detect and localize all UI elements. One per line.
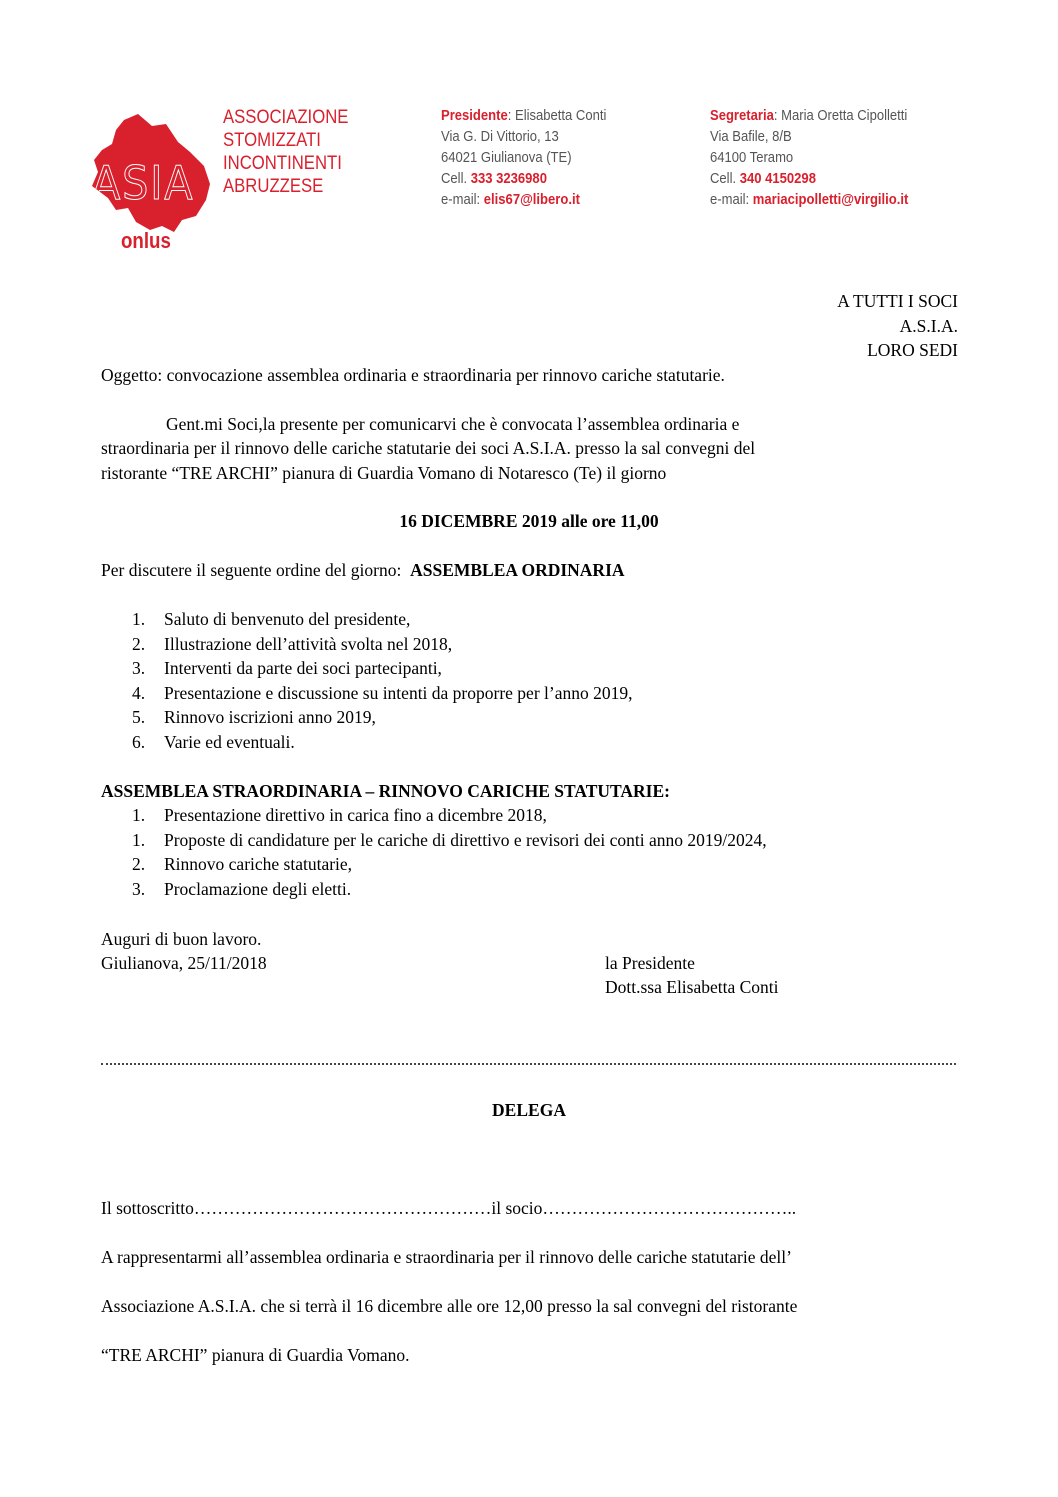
dotted-separator: [101, 1053, 956, 1065]
recipient-line: LORO SEDI: [867, 340, 958, 360]
list-item: 1. Presentazione direttivo in carica fino a dicembre 2018,: [132, 805, 547, 825]
list-item: 5. Rinnovo iscrizioni anno 2019,: [132, 707, 376, 727]
segretaria-name: : Maria Oretta Cipolletti: [773, 108, 908, 124]
org-name-line: ABRUZZESE: [223, 176, 324, 197]
segretaria-address1: Via Bafile, 8/B: [710, 129, 792, 145]
list-item: 3. Proclamazione degli eletti.: [132, 878, 352, 899]
presidente-address2: 64021 Giulianova (TE): [441, 150, 572, 166]
segretaria-address2: 64100 Teramo: [710, 150, 794, 166]
intro-line-1: Gent.mi Soci,la presente per comunicarvi che è convocata l’assemblea ordinaria e: [166, 414, 740, 434]
org-name-line: INCONTINENTI: [223, 153, 342, 174]
recipient-line: A TUTTI I SOCI: [837, 291, 958, 311]
presidente-cell: 333 3236980: [470, 171, 547, 187]
segretaria-email[interactable]: mariacipolletti@virgilio.it: [752, 192, 909, 208]
presidente-cell-label: Cell.: [441, 171, 471, 187]
segretaria-cell: 340 4150298: [739, 171, 816, 187]
delega-line-3: Associazione A.S.I.A. che si terrà il 16 dicembre alle ore 12,00 presso la sal convegni del ristorante: [101, 1296, 798, 1316]
recipients-block: [837, 289, 958, 363]
presidente-email-label: e-mail:: [441, 192, 484, 208]
org-name-line: ASSOCIAZIONE: [223, 107, 349, 128]
delega-line-4: “TRE ARCHI” pianura di Guardia Vomano.: [101, 1345, 410, 1365]
subject-line: Oggetto: convocazione assemblea ordinaria e straordinaria per rinnovo cariche statutarie.: [101, 365, 725, 385]
logo-text: ASIA: [92, 156, 195, 210]
segretaria-contact: [710, 106, 908, 211]
agenda-intro-text: Per discutere il seguente ordine del giorno:: [101, 560, 402, 580]
ordinaria-title: ASSEMBLEA ORDINARIA: [410, 560, 625, 580]
organization-name: [223, 106, 348, 198]
org-name-line: STOMIZZATI: [223, 130, 321, 151]
closing-greeting: Auguri di buon lavoro.: [101, 929, 262, 949]
list-item: 4. Presentazione e discussione su intenti da proporre per l’anno 2019,: [132, 682, 633, 703]
recipient-line: A.S.I.A.: [899, 315, 958, 336]
segretaria-email-label: e-mail:: [710, 192, 753, 208]
onlus-label: onlus: [121, 228, 171, 253]
place-date: Giulianova, 25/11/2018: [101, 953, 267, 973]
delega-line-2: A rappresentarmi all’assemblea ordinaria e straordinaria per il rinnovo delle cariche statutarie dell’: [101, 1247, 792, 1267]
straordinaria-title: ASSEMBLEA STRAORDINARIA – RINNOVO CARICHE STATUTARIE:: [101, 781, 670, 801]
list-item: 3. Interventi da parte dei soci partecipanti,: [132, 658, 442, 678]
presidente-role: Presidente: [441, 108, 508, 124]
list-item: 1. Saluto di benvenuto del presidente,: [132, 609, 411, 629]
delega-line-1[interactable]: Il sottoscritto……………………………………………il socio……………………………………..: [101, 1198, 797, 1218]
intro-line-2: straordinaria per il rinnovo delle cariche statutarie dei soci A.S.I.A. presso la sal convegni del: [101, 438, 756, 458]
agenda-intro: [101, 558, 625, 583]
list-item: 6. Varie ed eventuali.: [132, 731, 295, 752]
presidente-name: : Elisabetta Conti: [507, 108, 607, 124]
list-item: 2. Illustrazione dell’attività svolta nel 2018,: [132, 633, 453, 654]
segretaria-cell-label: Cell.: [710, 171, 740, 187]
meeting-date: 16 DICEMBRE 2019 alle ore 11,00: [399, 511, 659, 531]
ordinaria-list: [132, 607, 632, 754]
signature-title: la Presidente: [605, 953, 695, 973]
list-item: 2. Rinnovo cariche statutarie,: [132, 854, 353, 874]
intro-line-3: ristorante “TRE ARCHI” pianura di Guardia Vomano di Notaresco (Te) il giorno: [101, 463, 667, 483]
presidente-email[interactable]: elis67@libero.it: [483, 192, 580, 208]
straordinaria-list: [132, 803, 767, 901]
list-item: 1. Proposte di candidature per le cariche di direttivo e revisori dei conti anno 2019/2024,: [132, 829, 767, 850]
delega-title: DELEGA: [492, 1100, 566, 1120]
segretaria-role: Segretaria: [710, 108, 774, 124]
signature-name: Dott.ssa Elisabetta Conti: [605, 977, 779, 997]
presidente-address1: Via G. Di Vittorio, 13: [441, 129, 559, 145]
presidente-contact: [441, 106, 606, 211]
